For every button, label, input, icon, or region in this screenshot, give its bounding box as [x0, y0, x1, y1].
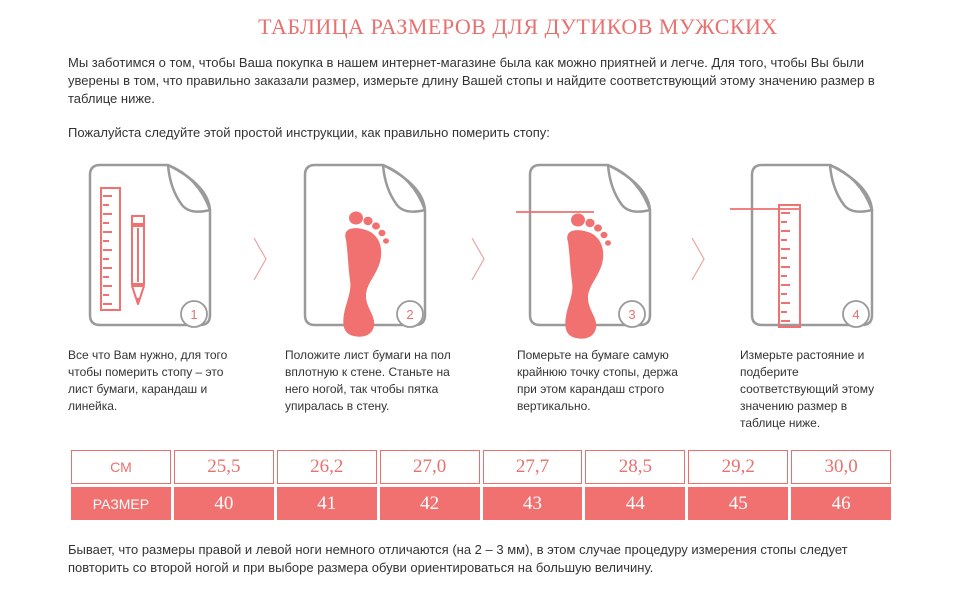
step-1-text: Все что Вам нужно, для того чтобы померить стопу – это лист бумаги, карандаш и линейка.	[68, 348, 228, 413]
page-title: ТАБЛИЦА РАЗМЕРОВ ДЛЯ ДУТИКОВ МУЖСКИХ	[258, 14, 778, 39]
cm-header: СМ	[71, 450, 171, 484]
step-3-text: Померьте на бумаге самую крайнюю точку стопы, держа при этом карандаш строго вертикально.	[517, 348, 678, 413]
step-number-4: 4	[852, 307, 860, 322]
instruction-text: Пожалуйста следуйте этой простой инструкции, как правильно померить стопу:	[68, 125, 550, 140]
size-cell: 44	[585, 487, 685, 520]
intro-text: Мы заботимся о том, чтобы Ваша покупка в нашем интернет-магазине была как можно приятней и легче. Для того, чтобы Вы были уверены в том, что правильно заказали размер, измерьте длину Вашей стопы и найдите соответствующий этому значению размер в таблице ниже.	[68, 55, 875, 106]
table-row-cm	[71, 450, 891, 484]
step-number-3: 3	[628, 307, 636, 322]
arrow-right-icon	[254, 238, 266, 280]
cm-cell: 28,5	[585, 450, 685, 484]
step-4-text: Измерьте растояние и подберите соответствующий этому значению размер в таблице ниже.	[740, 348, 875, 430]
size-cell: 41	[277, 487, 377, 520]
size-cell: 46	[791, 487, 891, 520]
cm-cell: 26,2	[277, 450, 377, 484]
table-row-size	[71, 487, 891, 520]
cm-cell: 27,7	[483, 450, 583, 484]
step-1-illustration	[90, 165, 210, 327]
cm-cell: 29,2	[688, 450, 788, 484]
size-cell: 42	[380, 487, 480, 520]
step-2-text: Положите лист бумаги на пол вплотную к стене. Станьте на него ногой, так чтобы пятка упиралась в стену.	[285, 348, 451, 413]
arrow-right-icon	[472, 238, 484, 280]
step-number-2: 2	[406, 307, 414, 322]
step-number-1: 1	[190, 307, 198, 322]
cm-cell: 27,0	[380, 450, 480, 484]
size-cell: 40	[174, 487, 274, 520]
footer-note: Бывает, что размеры правой и левой ноги немного отличаются (на 2 – 3 мм), в этом случае процедуру измерения стопы следует повторить со второй ногой и при выборе размера обуви ориентироваться на большую величину.	[68, 542, 848, 575]
size-cell: 45	[688, 487, 788, 520]
size-table	[68, 447, 894, 523]
size-header: РАЗМЕР	[71, 487, 171, 520]
step-4-illustration	[730, 165, 872, 327]
cm-cell: 30,0	[791, 450, 891, 484]
arrow-right-icon	[692, 238, 704, 280]
cm-cell: 25,5	[174, 450, 274, 484]
size-cell: 43	[483, 487, 583, 520]
